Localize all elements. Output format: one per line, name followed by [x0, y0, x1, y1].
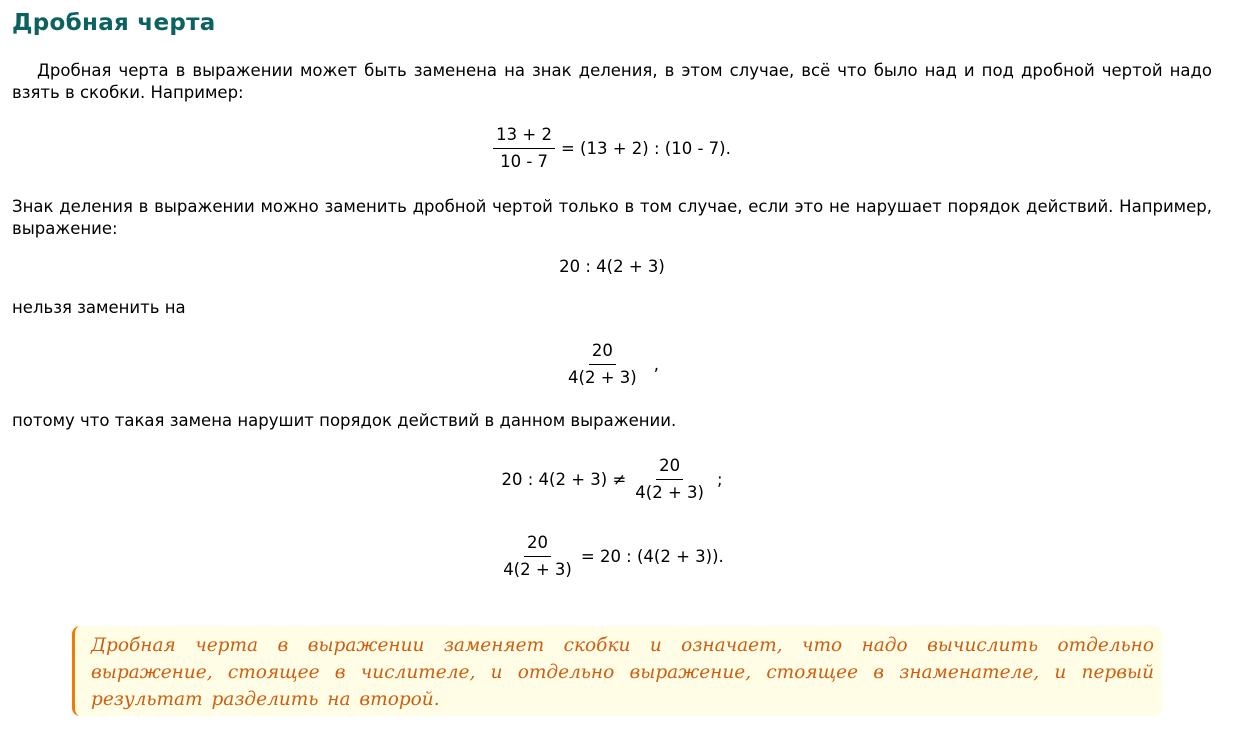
numerator: 20: [656, 455, 683, 480]
equation-rhs: = (13 + 2) : (10 - 7).: [560, 139, 731, 158]
highlight-note: Дробная черта в выражении заменяет скобки и означает, что надо вычислить отдельно выражение, стоящее в числителе, и отдельно выражение, стоящее в знаменателе, и первый результат разделить на второй.: [72, 626, 1162, 716]
punctuation: ,: [653, 355, 659, 374]
equation-lhs: 20 : 4(2 + 3) ≠: [501, 470, 627, 489]
paragraph-intro: Дробная черта в выражении может быть заменена на знак деления, в этом случае, всё что было над и под дробной чертой надо взять в скобки. Например:: [12, 61, 1212, 102]
fraction: [565, 340, 640, 389]
equation-5: [12, 532, 1212, 581]
numerator: 13 + 2: [493, 124, 555, 149]
paragraph-cannot: нельзя заменить на: [12, 298, 186, 317]
denominator: 4(2 + 3): [635, 483, 704, 502]
denominator: 10 - 7: [500, 152, 549, 171]
fraction: [500, 532, 575, 581]
equation-2: [12, 257, 1212, 276]
expression: 20 : 4(2 + 3): [559, 257, 665, 276]
paragraph-because: потому что такая замена нарушит порядок действий в данном выражении.: [12, 411, 677, 430]
fraction: [632, 455, 707, 504]
equation-rhs: = 20 : (4(2 + 3)).: [580, 547, 724, 566]
punctuation: ;: [716, 470, 723, 489]
equation-1: [12, 124, 1212, 173]
paragraph-rule: Знак деления в выражении можно заменить дробной чертой только в том случае, если это не нарушает порядок действий. Например, выражение:: [12, 197, 1212, 238]
denominator: 4(2 + 3): [503, 560, 572, 579]
fraction: [493, 124, 555, 173]
equation-3: [12, 340, 1212, 389]
denominator: 4(2 + 3): [568, 368, 637, 387]
page-title: Дробная черта: [12, 10, 216, 36]
numerator: 20: [524, 532, 551, 557]
equation-4: [12, 455, 1212, 504]
numerator: 20: [589, 340, 616, 365]
